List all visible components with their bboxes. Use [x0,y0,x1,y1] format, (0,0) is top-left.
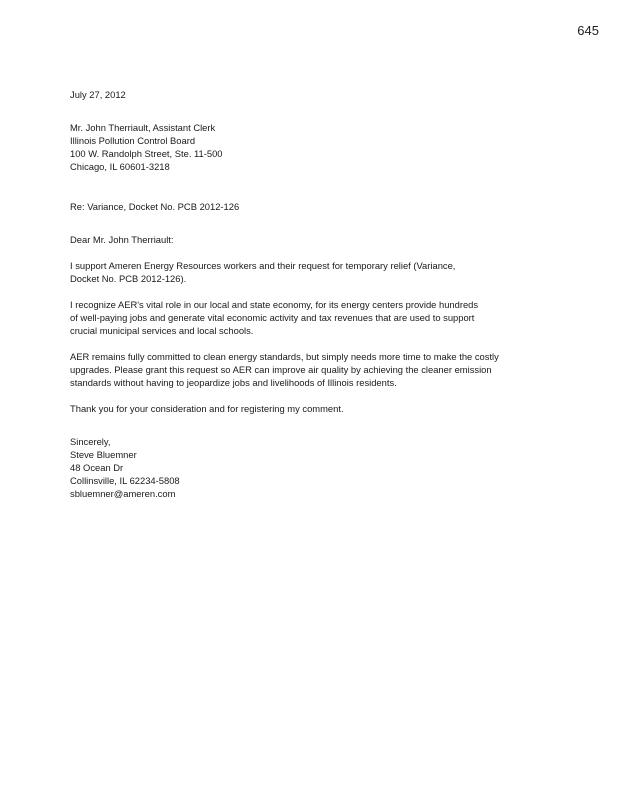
signer-street: 48 Ocean Dr [70,462,124,473]
paragraph-economy: I recognize AER's vital role in our local and state economy, for its energy centers provide hundreds of well-paying jobs and generate vital economic activity and tax revenues that are used to support crucial municipal services and local schools. [70,299,479,336]
letter-date: July 27, 2012 [70,89,126,100]
recipient-street: 100 W. Randolph Street, Ste. 11-500 [70,148,223,159]
letter-body [70,88,540,500]
salutation: Dear Mr. John Therriault: [70,234,174,245]
signer-city: Collinsville, IL 62234-5808 [70,475,180,486]
subject-line: Re: Variance, Docket No. PCB 2012-126 [70,201,240,212]
paragraph-thanks: Thank you for your consideration and for registering my comment. [70,403,344,414]
recipient-name: Mr. John Therriault, Assistant Clerk [70,122,216,133]
paragraph-support: I support Ameren Energy Resources workers and their request for temporary relief (Variance, Docket No. PCB 2012-126). [70,260,456,284]
page-number: 645 [577,23,599,38]
paragraph-commitment: AER remains fully committed to clean energy standards, but simply needs more time to make the costly upgrades. Please grant this request so AER can improve air quality by achieving the cleaner emission standards without having to jeopardize jobs and livelihoods of Illinois residents. [70,351,499,388]
recipient-address [70,121,540,173]
recipient-city: Chicago, IL 60601-3218 [70,161,170,172]
signer-email: sbluemner@ameren.com [70,488,176,499]
closing: Sincerely, [70,436,111,447]
signature-block [70,435,540,500]
recipient-organization: Illinois Pollution Control Board [70,135,196,146]
signer-name: Steve Bluemner [70,449,137,460]
